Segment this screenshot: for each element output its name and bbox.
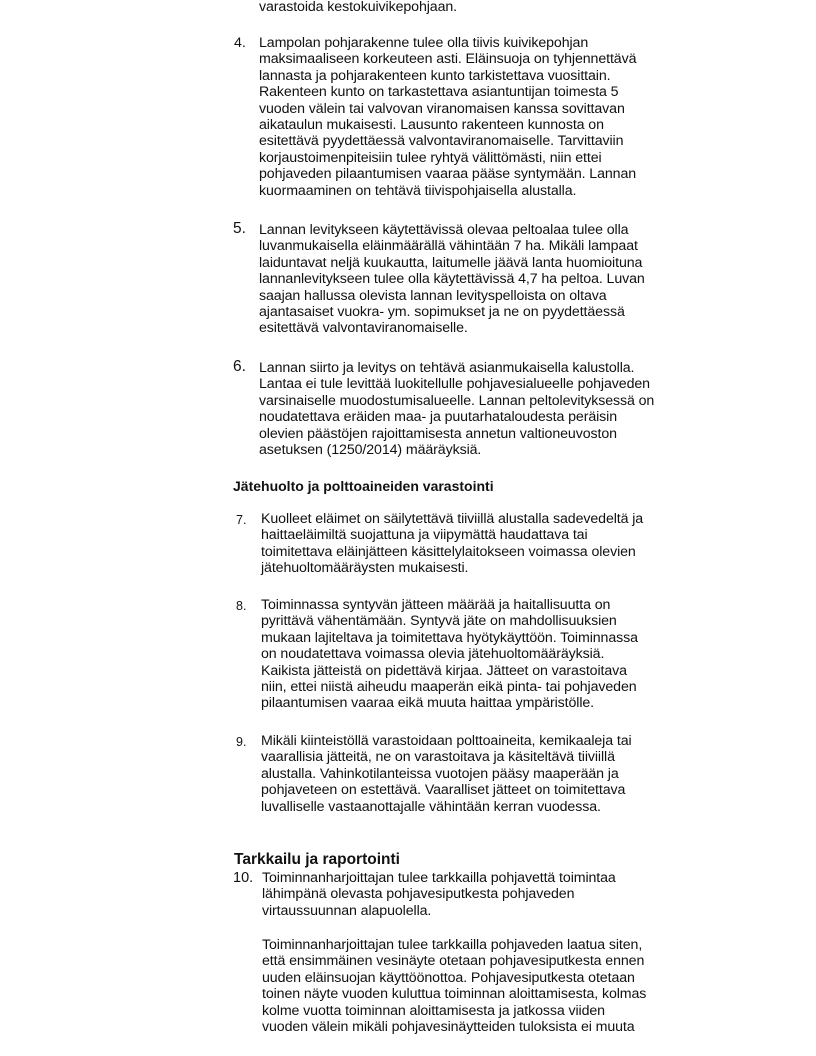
text-line: lannanlevitykseen tulee olla käytettävissä 4,7 ha peltoa. Luvan bbox=[259, 271, 645, 288]
text-line: saajan hallussa olevista lannan levityspelloista on oltava bbox=[259, 287, 607, 304]
text-line: aikataulun mukaisesti. Lausunto rakenteen kunnosta on bbox=[259, 117, 604, 134]
text-line: virtaussuunnan alapuolella. bbox=[262, 902, 432, 919]
text-line: toinen näyte vuoden kuluttua toiminnan aloittamisesta, kolmas bbox=[262, 986, 647, 1003]
text-line: niin, ettei niistä aiheudu maaperän eikä pinta- tai pohjaveden bbox=[261, 679, 637, 696]
text-line: luvalliselle vastaanottajalle vähintään kerran vuodessa. bbox=[261, 798, 601, 815]
text-line: lähimpänä olevasta pohjavesiputkesta pohjaveden bbox=[262, 886, 575, 903]
text-line: pohjaveteen on estettävä. Vaaralliset jätteet on toimitettava bbox=[261, 782, 626, 799]
section-heading-waste: Jätehuolto ja polttoaineiden varastointi bbox=[233, 478, 494, 494]
text-line: lannasta ja pohjarakenteen kunto tarkistettava vuosittain. bbox=[259, 67, 611, 84]
item-paragraph bbox=[262, 937, 646, 1035]
text-line: on noudatettava voimassa olevia jätehuoltomääräyksiä. bbox=[261, 646, 605, 663]
text-line: mukaan lajiteltava ja toimitettava hyötykäyttöön. Toiminnassa bbox=[261, 629, 638, 646]
text-line: esitettävä pyydettäessä valvontaviranomaiselle. Tarvittaviin bbox=[259, 133, 624, 150]
text-line: alustalla. Vahinkotilanteissa vuotojen pääsy maaperään ja bbox=[261, 765, 619, 782]
text-line: vuoden välein mikäli pohjavesinäytteiden tuloksista ei muuta bbox=[262, 1019, 635, 1036]
text-line: vaarallisia jätteitä, ne on varastoitava ja käsiteltävä tiiviillä bbox=[261, 749, 615, 766]
text-line: varsinaiselle muodostumisalueelle. Lannan peltolevityksessä on bbox=[259, 392, 655, 409]
text-line: Lannan siirto ja levitys on tehtävä asianmukaisella kalustolla. bbox=[259, 360, 635, 376]
text-line: Kaikista jätteistä on pidettävä kirjaa. Jätteet on varastoitava bbox=[261, 662, 627, 679]
item-text bbox=[261, 597, 638, 712]
text-line: varastoida kestokuivikepohjaan. bbox=[259, 0, 458, 15]
item-number: 7. bbox=[236, 513, 247, 527]
text-line: pyrittävä vähentämään. Syntyvä jäte on mahdollisuuksien bbox=[261, 613, 617, 630]
text-line: pilaantumisen vaaraa eikä muuta haittaa ympäristölle. bbox=[261, 695, 595, 712]
text-line: kolme vuotta toiminnan aloittamisesta ja jatkossa viiden bbox=[262, 1002, 605, 1019]
text-line: luvanmukaisella eläinmäärällä vähintään 7 ha. Mikäli lampaat bbox=[259, 238, 638, 255]
text-line: ajantasaiset vuokra- ym. sopimukset ja ne on pyydettäessä bbox=[259, 304, 625, 321]
item-number: 10. bbox=[233, 870, 254, 886]
text-line: Toiminnanharjoittajan tulee tarkkailla pohjaveden laatua siten, bbox=[262, 937, 643, 953]
text-line: pohjaveden pilaantumisen vaaraa pääse syntymään. Lannan bbox=[259, 166, 637, 183]
text-line: haittaeläimiltä suojattuna ja viipymättä haudattava tai bbox=[261, 527, 588, 544]
text-line: Lampolan pohjarakenne tulee olla tiivis kuivikepohjan bbox=[259, 35, 589, 51]
item-number: 5. bbox=[233, 220, 246, 237]
item-text bbox=[259, 35, 636, 199]
item-number: 6. bbox=[233, 358, 246, 375]
text-line: korjaustoimenpiteisiin tulee ryhtyä välittömästi, niin ettei bbox=[259, 149, 602, 166]
item-text bbox=[259, 222, 645, 337]
text-line: Toiminnassa syntyvän jätteen määrää ja haitallisuutta on bbox=[261, 597, 611, 613]
item-number: 4. bbox=[234, 35, 246, 51]
text-line: Toiminnanharjoittajan tulee tarkkailla pohjavettä toimintaa bbox=[262, 870, 616, 886]
item-text bbox=[259, 360, 654, 458]
item-number: 8. bbox=[236, 599, 247, 613]
item-text bbox=[262, 870, 616, 919]
text-line: Lannan levitykseen käytettävissä olevaa peltoalaa tulee olla bbox=[259, 222, 629, 238]
section-heading-monitoring: Tarkkailu ja raportointi bbox=[234, 851, 400, 868]
text-line: jätehuoltomääräysten mukaisesti. bbox=[261, 560, 469, 577]
text-line: noudatettava eräiden maa- ja puutarhataloudesta peräisin bbox=[259, 409, 618, 426]
item-text bbox=[261, 733, 632, 815]
text-line: esitettävä valvontaviranomaiselle. bbox=[259, 320, 468, 337]
text-line: että ensimmäinen vesinäyte otetaan pohjavesiputkesta ennen bbox=[262, 953, 645, 970]
text-line: asetuksen (1250/2014) määräyksiä. bbox=[259, 442, 482, 459]
text-line: toimitettava eläinjätteen käsittelylaitokseen voimassa olevien bbox=[261, 543, 636, 560]
item-number: 9. bbox=[236, 735, 247, 749]
text-line: kuormaaminen on tehtävä tiivispohjaisella alustalla. bbox=[259, 182, 577, 199]
text-line: Lantaa ei tule levittää luokitellulle pohjavesialueelle pohjaveden bbox=[259, 376, 650, 393]
text-line: uuden eläinsuojan käyttöönottoa. Pohjavesiputkesta otetaan bbox=[262, 969, 635, 986]
text-line: Mikäli kiinteistöllä varastoidaan polttoaineita, kemikaaleja tai bbox=[261, 733, 632, 749]
text-line: olevien päästöjen rajoittamisesta annetun valtioneuvoston bbox=[259, 425, 617, 442]
item-text bbox=[261, 511, 643, 577]
text-line: Kuolleet eläimet on säilytettävä tiiviillä alustalla sadevedeltä ja bbox=[261, 511, 644, 527]
text-line: Rakenteen kunto on tarkastettava asiantuntijan toimesta 5 bbox=[259, 84, 619, 101]
continuation-text bbox=[259, 0, 457, 15]
text-line: vuoden välein tai valvovan viranomaisen kanssa sovittavan bbox=[259, 100, 625, 117]
text-line: laiduntavat neljä kuukautta, laitumelle jäävä lanta huomioituna bbox=[259, 254, 643, 271]
text-line: maksimaaliseen korkeuteen asti. Eläinsuoja on tyhjennettävä bbox=[259, 51, 637, 68]
